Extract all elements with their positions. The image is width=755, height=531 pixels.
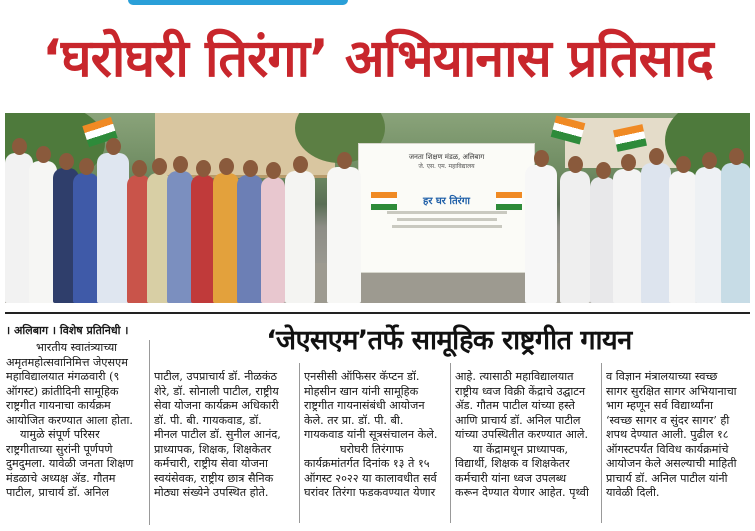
person-figure — [167, 171, 193, 303]
text-line: ऑगस्ट २०२२ या कालावधीत सर्व — [304, 471, 437, 485]
text-line: आयोजन केले असल्याची माहिती — [606, 457, 737, 470]
text-line: एनसीसी ऑफिसर कॅप्टन डॉ. — [304, 370, 420, 383]
text-line: मोहसीन खान यांनी सामूहिक — [304, 384, 419, 398]
person-figure — [237, 175, 263, 303]
article-column-3 — [304, 370, 445, 501]
text-line: मोठ्या संख्येने उपस्थित होते. — [154, 486, 269, 499]
column-divider — [299, 363, 300, 523]
banner-subheading: जे. एस. एम. महाविद्यालय — [418, 163, 475, 170]
banner-text-line — [387, 211, 507, 214]
text-line: ऑगस्टपर्यंत विविध कार्यक्रमांचे — [606, 442, 729, 456]
banner-text-line — [392, 225, 502, 228]
person-figure — [191, 175, 215, 303]
column-divider — [149, 340, 150, 525]
text-line: पाटील, उपप्राचार्य डॉ. नीळकंठ — [154, 370, 277, 383]
text-line: स्वयंसेवक, राष्ट्रीय छात्र सैनिक — [154, 471, 274, 485]
text-line: सागर सुरक्षित सागर अभियानाचा — [606, 384, 737, 398]
text-line: प्राध्यापक, शिक्षक, शिक्षकेतर — [154, 442, 272, 456]
top-accent-strip — [128, 0, 348, 5]
text-line: प्राचार्य डॉ. अनिल पाटील यांनी — [606, 471, 728, 485]
person-figure — [285, 171, 315, 303]
event-banner — [358, 143, 535, 273]
text-line: आहे. त्यासाठी महाविद्यालयात — [455, 370, 574, 383]
column-divider — [601, 363, 602, 523]
person-figure — [641, 163, 671, 303]
person-figure — [669, 171, 697, 303]
section-rule — [5, 312, 750, 314]
text-line: राष्ट्रीय ध्वज विक्री केंद्राचे उद्घाटन — [455, 384, 586, 398]
text-line: यावेळी दिली. — [606, 486, 660, 499]
column-divider — [450, 363, 451, 523]
person-figure — [97, 153, 129, 303]
text-line: मीनल पाटील डॉ. सुनील आनंद, — [154, 428, 281, 441]
text-line: डॉ. पी. बी. गायकवाड, डॉ. — [154, 413, 262, 427]
article-column-1 — [6, 341, 144, 501]
text-line: दुमदुमला. यावेळी जनता शिक्षण — [6, 457, 134, 470]
text-line: आयोजित करण्यात आला होता. — [6, 413, 133, 427]
headline: ‘घरोघरी तिरंगा’ अभियानास प्रतिसाद — [42, 29, 713, 89]
text-line: राष्ट्रगीताच्या सुरांनी पूर्णपणे — [6, 442, 113, 456]
text-line: विद्यार्थी, शिक्षक व शिक्षकेतर — [455, 457, 570, 470]
text-line: सेवा योजना कार्यक्रम अधिकारी — [154, 399, 279, 412]
article-column-5 — [606, 370, 748, 501]
person-figure — [261, 177, 285, 303]
text-line: राष्ट्रगीत गायनाचा कार्यक्रम — [6, 399, 111, 412]
text-line: ॲड. गौतम पाटील यांच्या हस्ते — [455, 399, 575, 412]
flag-icon — [371, 192, 397, 210]
article-subheadline: ‘जेएसएम’तर्फे सामूहिक राष्ट्रगीत गायन — [266, 325, 632, 356]
text-line: यांच्या उपस्थितीत करण्यात आले. — [455, 428, 589, 441]
banner-title: हर घर तिरंगा — [423, 196, 470, 207]
text-line: केले. तर प्रा. डॉ. पी. बी. — [304, 413, 404, 427]
flag-icon — [496, 192, 522, 210]
text-line: शेरे, डॉ. सोनाली पाटील, राष्ट्रीय — [154, 384, 279, 398]
text-line: आणि प्राचार्य डॉ. अनिल पाटील — [455, 413, 581, 427]
text-line: पाटील, प्राचार्य डॉ. अनिल — [6, 486, 110, 499]
banner-text-line — [397, 218, 497, 221]
person-figure — [327, 167, 361, 303]
news-photo — [5, 113, 750, 303]
person-figure — [525, 165, 557, 303]
text-line: ऑगस्ट) क्रांतीदिनी सामूहिक — [6, 384, 119, 398]
person-figure — [695, 167, 723, 303]
text-line: कर्मचारी यांना ध्वज उपलब्ध — [455, 471, 567, 485]
text-line: भाग म्हणून सर्व विद्यार्थ्यांना — [606, 399, 714, 412]
text-line: व विज्ञान मंत्रालयाच्या स्वच्छ — [606, 370, 718, 383]
text-line: घरांवर तिरंगा फडकवण्यात येणार — [304, 486, 436, 499]
text-line: घरोघरी तिरंगाफ — [340, 442, 404, 456]
text-line: ‘स्वच्छ सागर व सुंदर सागर’ ही — [606, 413, 730, 427]
article-column-2 — [154, 370, 294, 501]
text-line: यामुळे संपूर्ण परिसर — [20, 428, 100, 441]
text-line: राष्ट्रगीत गायनासंबंधी आयोजन — [304, 399, 425, 412]
text-line: भारतीय स्वातंत्र्याच्या — [36, 341, 118, 354]
text-line: महाविद्यालयात मंगळवारी (९ — [6, 370, 120, 383]
text-line: शपथ देण्यात आली. पुढील १८ — [606, 428, 729, 441]
article-column-4 — [455, 370, 596, 501]
person-figure — [721, 163, 750, 303]
text-line: करून देण्यात येणार आहेत. पृथ्वी — [455, 486, 589, 499]
person-figure — [73, 173, 99, 303]
text-line: कर्मचारी, राष्ट्रीय सेवा योजना — [154, 457, 268, 470]
text-line: अमृतमहोत्सवानिमित्त जेएसएम — [6, 355, 128, 369]
dateline: । अलिबाग । विशेष प्रतिनिधी । — [6, 324, 129, 337]
person-figure — [613, 169, 643, 303]
text-line: मंडळाचे अध्यक्ष ॲड. गौतम — [6, 471, 116, 485]
text-line: या केंद्रामधून प्राध्यापक, — [473, 442, 569, 456]
banner-heading: जनता शिक्षण मंडळ, अलिबाग — [408, 153, 485, 161]
person-figure — [213, 173, 239, 303]
person-figure — [560, 171, 590, 303]
text-line: कार्यक्रमांतर्गत दिनांक १३ ते १५ — [304, 457, 430, 470]
text-line: गायकवाड यांनी सूत्रसंचालन केले. — [304, 428, 438, 441]
